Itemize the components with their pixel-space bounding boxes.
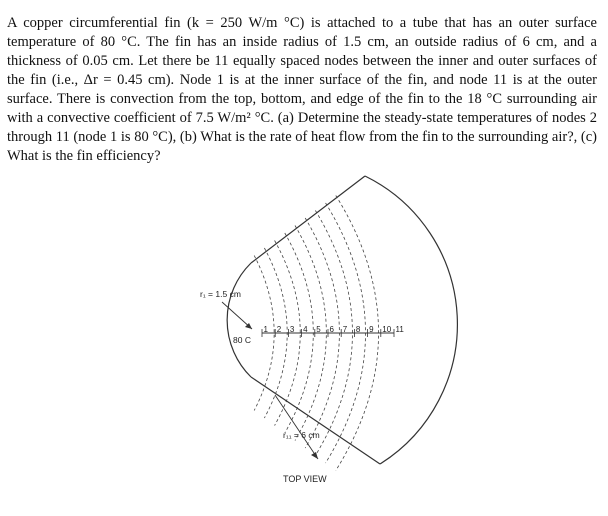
r11-label: r₁₁ = 6 cm bbox=[283, 430, 320, 440]
node-label-3: 3 bbox=[289, 325, 295, 334]
outer-fin-arc bbox=[365, 176, 457, 464]
node-label-4: 4 bbox=[303, 325, 308, 334]
node-label-1: 1 bbox=[263, 325, 268, 334]
node-label-8: 8 bbox=[355, 325, 361, 334]
inner-tube-arc bbox=[227, 263, 251, 377]
problem-statement: A copper circumferential fin (k = 250 W/m °C) is attached to a tube that has an outer surface temperature of 80 °C. The fin has an inside radius of 1.5 cm, an outside radius of 6 cm, and a thickness of 0.05 cm. Let there be 11 equally spaced nodes between the inner and outer surfaces of the fin (i.e., Δr = 0.45 cm). Node 1 is at the inner surface of the fin, and node 11 is at the outer surface. There is convection from the top, bottom, and edge of the fin to the 18 °C surrounding air with a convective coefficient of 7.5 W/m² °C. (a) Determine the steady-state temperatures of nodes 2 through 11 (node 1 is 80 °C), (b) What is the rate of heat flow from the fin to the surrounding air?, (c) What is the fin efficiency? bbox=[7, 15, 597, 164]
r11-leader-line bbox=[275, 395, 318, 459]
node-label-10: 10 bbox=[382, 325, 392, 334]
node-label-6: 6 bbox=[329, 325, 334, 334]
node-label-9: 9 bbox=[369, 325, 374, 334]
node-label-7: 7 bbox=[342, 325, 348, 334]
r11-arrowhead bbox=[311, 452, 318, 459]
base-temp-label: 80 C bbox=[233, 335, 251, 345]
figure-caption: TOP VIEW bbox=[283, 474, 327, 484]
node-label-2: 2 bbox=[276, 325, 282, 334]
r1-label: r₁ = 1.5 cm bbox=[200, 289, 241, 299]
lower-radial-edge bbox=[251, 377, 380, 464]
node-label-11: 11 bbox=[395, 325, 404, 334]
node-label-5: 5 bbox=[316, 325, 321, 334]
